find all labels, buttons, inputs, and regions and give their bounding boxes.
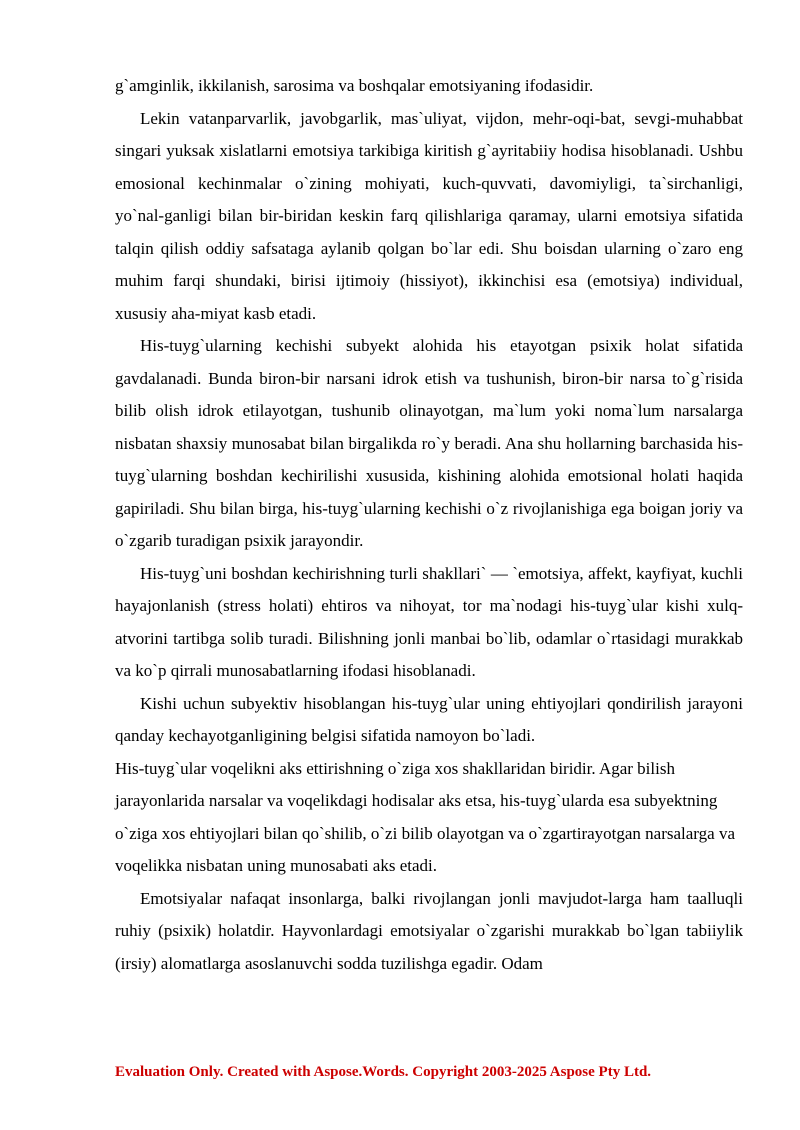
paragraph-7: Emotsiyalar nafaqat insonlarga, balki rivojlangan jonli mavjudot-larga ham taalluqli ruhiy (psixik) holatdir. Hayvonlardagi emotsiyalar o`zgarishi murakkab bo`lgan tabiiylik (irsiy) alomatlarga asoslanuvchi sodda tuzilishga egadir. Odam bbox=[115, 888, 743, 973]
evaluation-watermark-footer: Evaluation Only. Created with Aspose.Words. Copyright 2003-2025 Aspose Pty Ltd. bbox=[115, 1064, 652, 1080]
paragraph-3: His-tuyg`ularning kechishi subyekt alohida his etayotgan psixik holat sifatida gavdalanadi. Bunda biron-bir narsani idrok etish va tushunish, biron-bir narsa to`g`risida bilib olish idrok etilayotgan, tushunib olinayotgan, ma`lum yoki noma`lum narsalarga nisbatan shaxsiy munosabat bilan birgalikda ro`y beradi. Ana shu hollarning barchasida his-tuyg`ularning boshdan kechirilishi xususida, kishining alohida emotsional holati haqida gapiriladi. Shu bilan birga, his-tuyg`ularning kechishi o`z rivojlanishiga ega boigan joriy va o`zgarib turadigan psixik jarayondir. bbox=[115, 336, 743, 550]
paragraph-4: His-tuyg`uni boshdan kechirishning turli shakllari` — `emotsiya, affekt, kayfiyat, kuchli hayajonlanish (stress holati) ehtiros va nihoyat, tor ma`nodagi his-tuyg`ular kishi xulq-atvorini tartibga solib turadi. Bilishning jonli manbai bo`lib, odamlar o`rtasidagi murakkab va ko`p qirrali munosabatlarning ifodasi hisoblanadi. bbox=[115, 563, 743, 680]
paragraph-5: Kishi uchun subyektiv hisoblangan his-tuyg`ular uning ehtiyojlari qondirilish jarayoni qanday kechayotganligining belgisi sifatida namoyon bo`ladi. bbox=[115, 693, 743, 745]
document-page bbox=[115, 70, 743, 980]
paragraph-2: Lekin vatanparvarlik, javobgarlik, mas`uliyat, vijdon, mehr-oqi-bat, sevgi-muhabbat singari yuksak xislatlarni emotsiya tarkibiga kiritish g`ayritabiiy hodisa hisoblanadi. Ushbu emosional kechinmalar o`zining mohiyati, kuch-quvvati, davomiyligi, ta`sirchanligi, yo`nal-ganligi bilan bir-biridan keskin farq qilishlariga qaramay, ularni emotsiya sifatida talqin qilish oddiy safsataga aylanib qolgan bo`lar edi. Shu boisdan ularning o`zaro eng muhim farqi shundaki, birisi ijtimoiy (hissiyot), ikkinchisi esa (emotsiya) individual, xususiy aha-miyat kasb etadi. bbox=[115, 108, 743, 323]
paragraph-1: g`amginlik, ikkilanish, sarosima va boshqalar emotsiyaning ifodasidir. bbox=[115, 76, 594, 95]
paragraph-6: His-tuyg`ular voqelikni aks ettirishning o`ziga xos shakllaridan biridir. Agar bilish jarayonlarida narsalar va voqelikdagi hodisalar aks etsa, his-tuyg`ularda esa subyektning o`ziga xos ehtiyojlari bilan qo`shilib, o`zi bilib olayotgan va o`zgartirayotgan narsalarga va voqelikka nisbatan uning munosabati aks etadi. bbox=[115, 758, 735, 875]
